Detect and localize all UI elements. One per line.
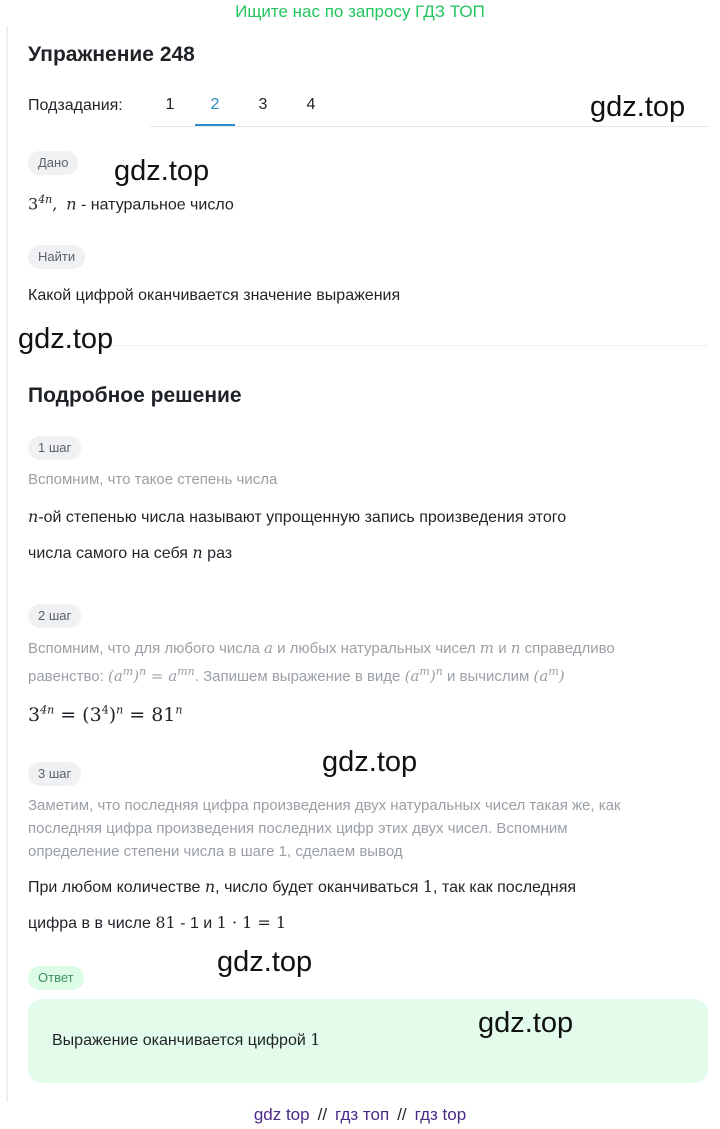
step1-line1 [28,506,566,529]
step1-line2-end: раз [207,545,233,562]
answer-badge: Ответ [28,966,84,990]
step1-line2-var: n [192,543,203,562]
footer-link-2[interactable]: гдз топ [335,1105,390,1124]
step2-hint2-a: равенство: [28,668,104,685]
tab-subtask-1[interactable]: 1 [165,96,175,113]
step2-hint1-a: Вспомним, что для любого числа [28,640,260,657]
step3-hint-line3: определение степени числа в шаге 1, сделаем вывод [28,843,403,860]
given-base: 3 [28,194,39,214]
footer-links [0,1100,720,1129]
watermark: gdz.top [217,946,313,978]
given-exponent: 4n [38,193,53,206]
step3-line1-b: , число будет оканчиваться [215,879,419,896]
step3-line1-c: , так как последняя [433,879,577,896]
step3-num-81: 81 [155,913,176,932]
step2-hint1-b: и любых натуральных чисел [277,640,476,657]
footer-link-3[interactable]: гдз top [414,1105,467,1124]
step1-line2 [28,542,232,565]
step1-badge: 1 шаг [28,436,81,460]
step2-hint2-b: Запишем выражение в виде [203,668,401,685]
watermark: gdz.top [478,1007,574,1039]
step2-var-a: a [263,639,273,657]
answer-box [28,999,708,1083]
given-var: n [66,194,77,214]
step2-hint-line2: равенство: $(a^m)^n = a^{mn}$. Запишем выражение в виде $(a^m)^n$ и вычислим $(a^m)$ [28,665,565,685]
step2-var-n: n [510,639,521,657]
footer-separator: // [397,1105,407,1124]
step1-line1-text: -ой степенью числа называют упрощенную запись произведения этого [38,509,567,526]
top-banner: Ищите нас по запросу ГДЗ ТОП [235,2,485,21]
step3-hint-line2: последняя цифра произведения последних цифр этих двух чисел. Вспомним [28,820,568,837]
step3-var-n: n [204,877,216,896]
given-desc: - натуральное число [76,196,234,214]
tab-subtask-3[interactable]: 3 [258,96,268,113]
step2-var-m: m [479,639,495,657]
footer-link-1[interactable]: gdz top [253,1105,310,1124]
step1-var-n: n [28,507,39,526]
step2-identity: $(a^m)^n = a^{mn}$ [107,665,195,685]
subtasks-label: Подзадания: [28,97,123,114]
tab-subtask-4[interactable]: 4 [306,96,316,113]
find-badge: Найти [28,245,85,269]
step3-hint-line1: Заметим, что последняя цифра произведения двух натуральных чисел такая же, как [28,797,621,814]
step3-line2-a: цифра в в числе [28,915,151,932]
footer-separator: // [317,1105,328,1124]
step2-hint1-and: и [498,640,507,657]
step1-hint: Вспомним, что такое степень числа [28,471,278,488]
given-badge: Дано [28,151,78,175]
step2-hint-line1 [28,637,615,660]
watermark: gdz.top [590,91,686,123]
step3-line1-a: При любом количестве [28,879,201,896]
step1-line2-text: числа самого на себя [28,545,188,562]
given-separator: , [52,194,58,214]
step3-calc: 1 · 1 = 1 [216,913,287,932]
find-text: Какой цифрой оканчивается значение выражения [28,287,401,304]
watermark: gdz.top [18,323,114,355]
step3-line1 [28,876,576,899]
tab-subtask-2[interactable]: 2 [195,84,235,126]
watermark: gdz.top [322,746,418,778]
step2-badge: 2 шаг [28,604,81,628]
answer-num: 1 [310,1030,321,1049]
answer-label: Выражение оканчивается цифрой [52,1032,306,1049]
step2-formula: $3^{4n} = (3^4)^n = 81^n$ [28,704,183,727]
solution-title: Подробное решение [28,384,242,407]
given-text [28,189,234,216]
step2-form: $(a^m)^n$ [404,665,443,685]
step2-hint2-c: и вычислим [446,668,530,685]
divider [28,345,708,346]
step3-badge: 3 шаг [28,762,81,786]
page-title: Упражнение 248 [28,43,195,66]
step3-num-1: 1 [422,877,434,896]
step3-line2 [28,912,286,935]
answer-text [52,1029,320,1052]
watermark: gdz.top [114,155,210,187]
step3-line2-dash: - 1 и [175,915,217,932]
step2-hint1-c: справедливо [524,640,615,657]
step2-compute: $(a^m)$ [533,665,565,685]
